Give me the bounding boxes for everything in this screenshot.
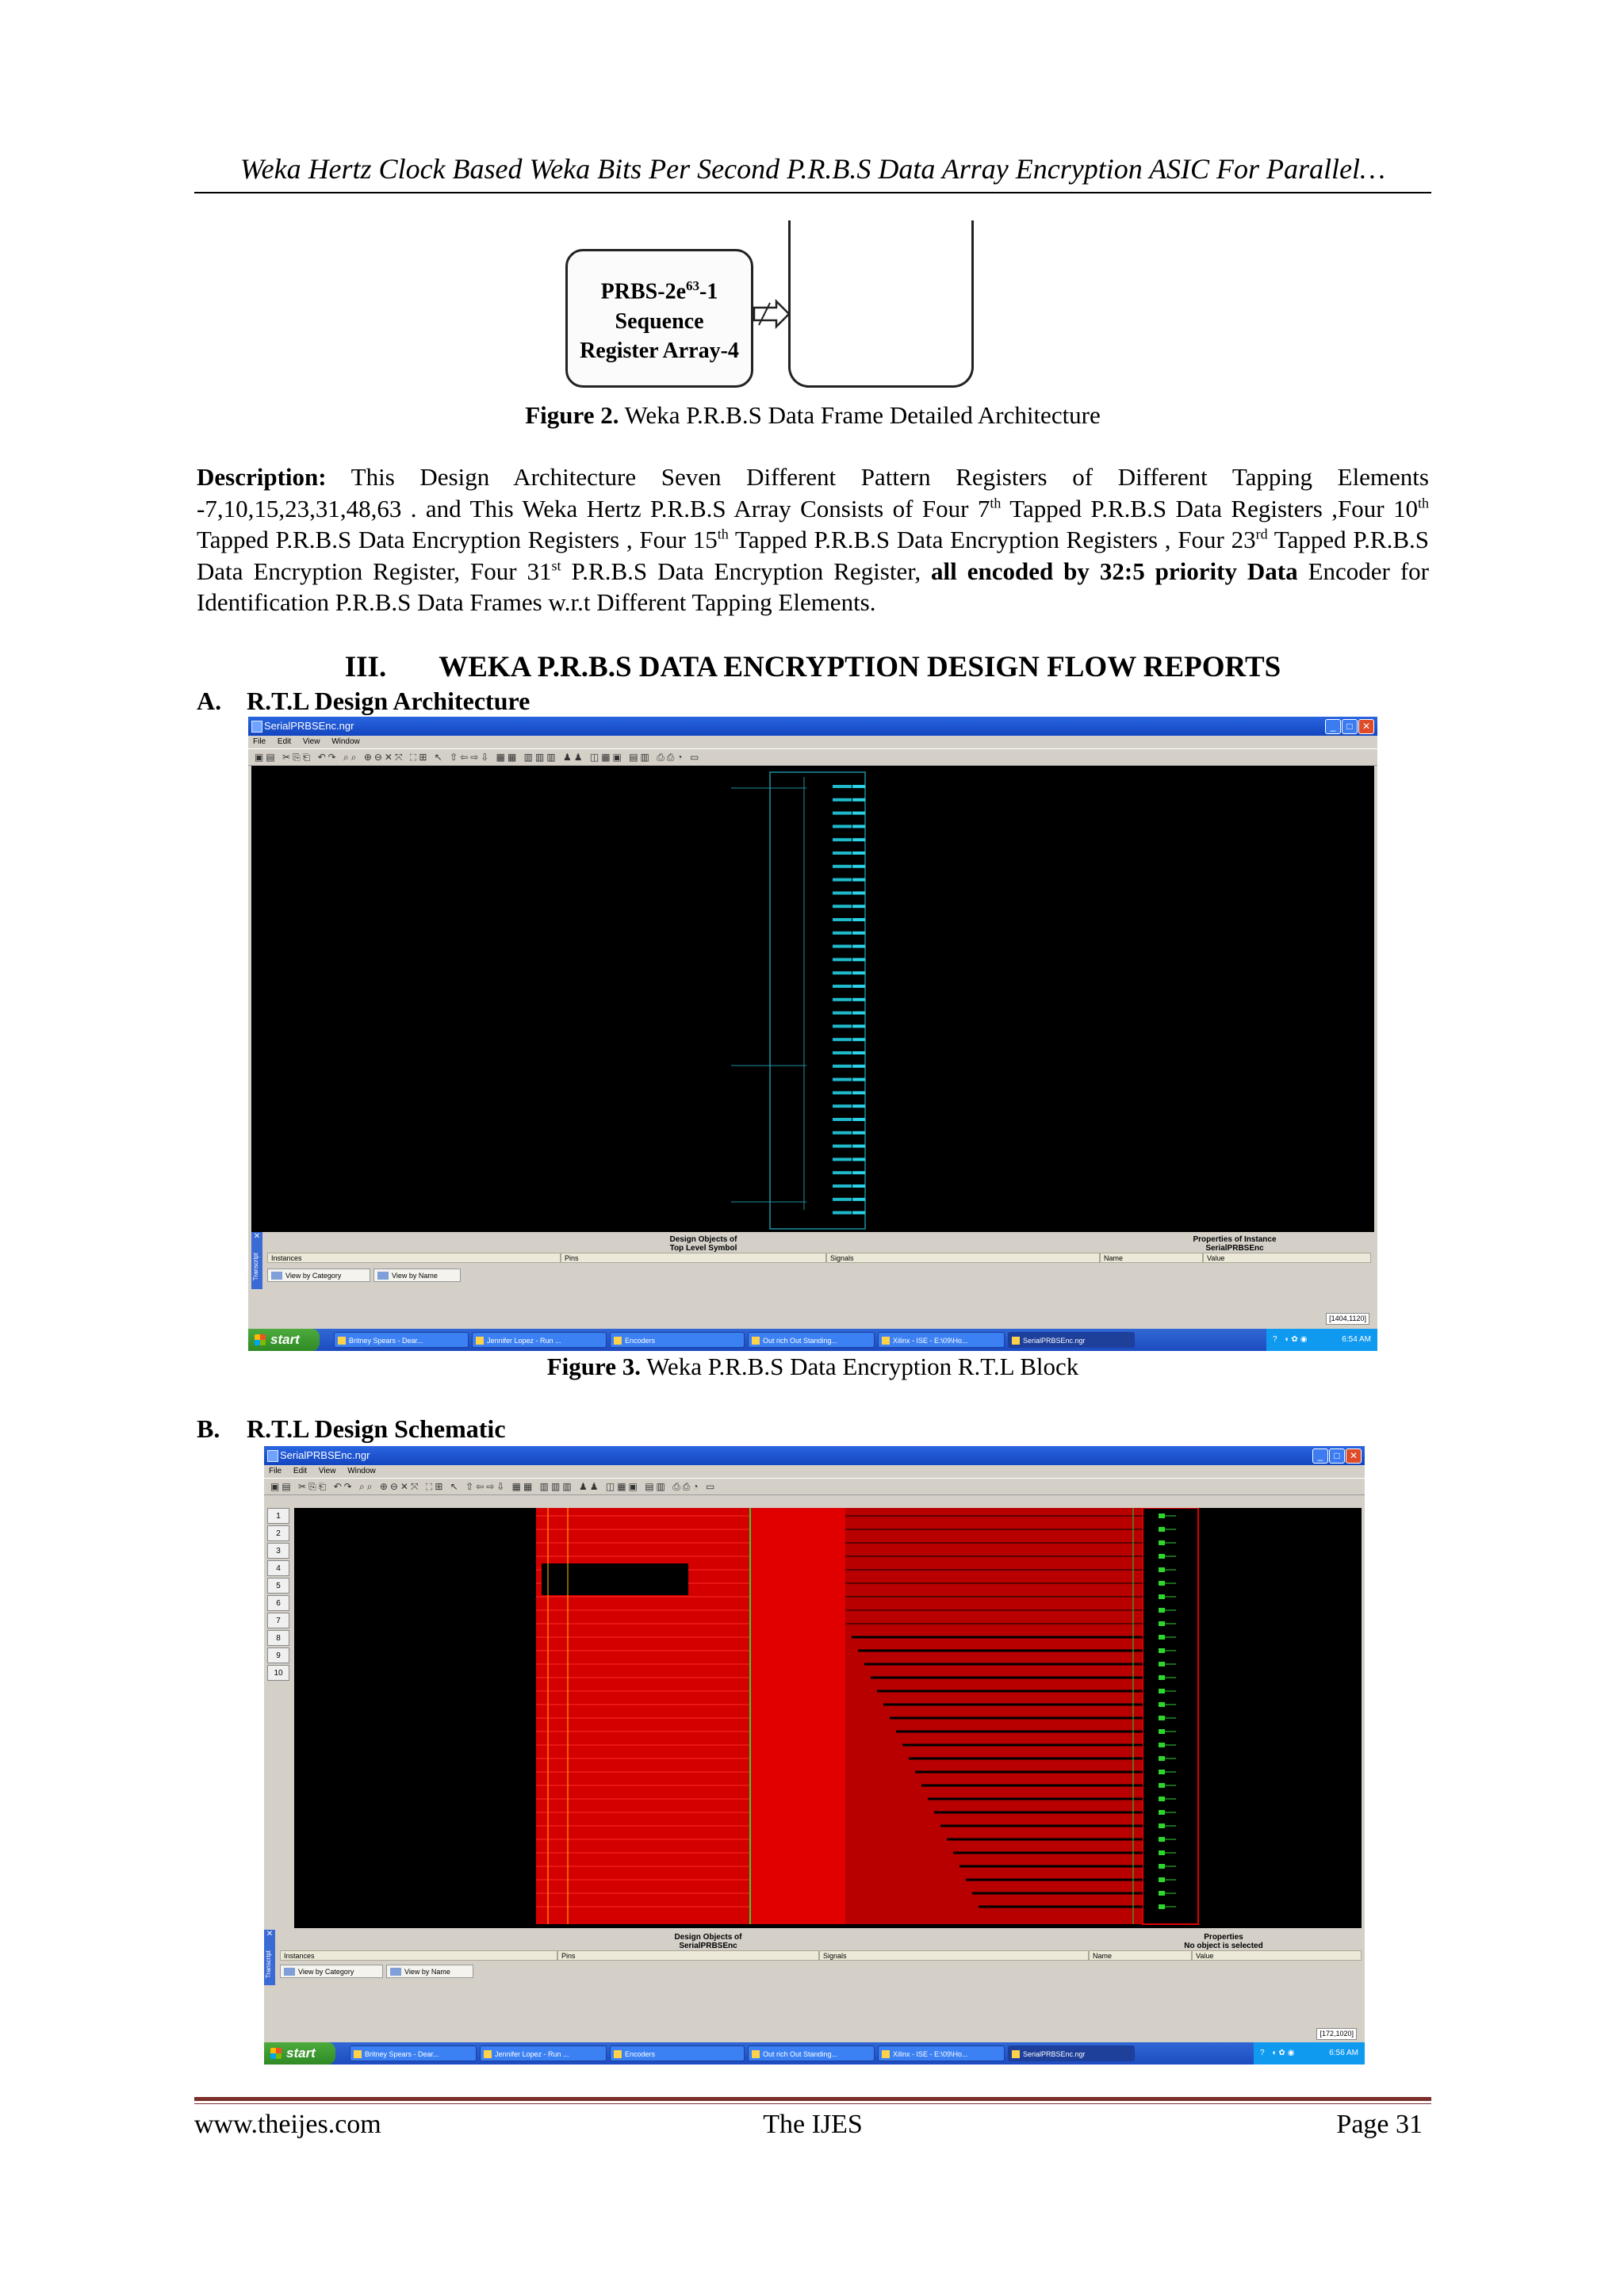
section-heading: III. WEKA P.R.B.S DATA ENCRYPTION DESIGN FLOW REPORTS — [344, 651, 1281, 683]
pin-stub — [852, 1118, 865, 1121]
rtl-block-symbol — [251, 766, 1374, 1232]
pin-stub — [852, 958, 865, 961]
menu-view[interactable]: View — [302, 737, 320, 746]
windows-logo-icon — [255, 1334, 266, 1345]
taskbar-item[interactable]: Britney Spears - Dear... — [334, 1332, 469, 1348]
close-button[interactable]: ✕ — [1358, 719, 1374, 734]
footer-website: www.theijes.com — [194, 2110, 381, 2139]
pin-stub — [852, 905, 865, 908]
tray-icons[interactable]: ? ◖✿◉ — [1273, 1335, 1310, 1344]
taskbar-item[interactable]: Jennifer Lopez - Run ... — [472, 1332, 607, 1348]
output-column — [1143, 1508, 1198, 1924]
block-line-2: Sequence — [615, 308, 704, 334]
schematic-canvas[interactable] — [251, 766, 1374, 1232]
output-port — [1159, 1567, 1165, 1572]
minimize-button[interactable]: _ — [1325, 719, 1341, 734]
taskbar — [248, 1329, 1377, 1351]
pin-label — [833, 812, 852, 815]
taskbar-item[interactable]: Out rich Out Standing... — [748, 2045, 875, 2061]
rtl-schematic-drawing — [294, 1508, 1362, 1928]
output-port — [1159, 1716, 1165, 1720]
app-icon — [251, 721, 262, 733]
output-port — [1159, 1891, 1165, 1896]
output-port — [1159, 1823, 1165, 1828]
close-panel-icon[interactable]: ✕ — [253, 1232, 261, 1241]
system-tray — [1266, 1329, 1377, 1351]
pin-label — [833, 1091, 852, 1094]
start-button[interactable]: start — [264, 2042, 335, 2064]
name-list-icon — [390, 1968, 401, 1976]
pin-stub — [852, 1051, 865, 1054]
minimize-button[interactable]: _ — [1312, 1448, 1328, 1464]
pin-label — [833, 851, 852, 855]
menu-view[interactable]: View — [318, 1467, 336, 1475]
pin-label — [833, 878, 852, 882]
view-by-name-tab[interactable]: View by Name — [373, 1269, 461, 1282]
pin-label — [833, 985, 852, 988]
pin-label — [833, 1038, 852, 1041]
cursor-coordinates: [172,1020] — [1316, 2028, 1357, 2040]
output-port — [1159, 1904, 1165, 1909]
output-port — [1159, 1675, 1165, 1680]
app-icon — [267, 1450, 278, 1462]
output-port — [1159, 1702, 1165, 1707]
pin-label — [833, 1012, 852, 1015]
name-column[interactable]: Name — [1089, 1950, 1192, 1961]
pin-stub — [852, 971, 865, 974]
running-header: Weka Hertz Clock Based Weka Bits Per Second P.R.B.S Data Array Encryption ASIC For Parallel… — [239, 153, 1386, 185]
window-title: SerialPRBSEnc.ngr — [264, 720, 354, 732]
subsection-a-heading: A. R.T.L Design Architecture — [197, 687, 530, 715]
taskbar-item-active[interactable]: SerialPRBSEnc.ngr — [1008, 2045, 1135, 2061]
window-title: SerialPRBSEnc.ngr — [280, 1449, 370, 1461]
output-port — [1159, 1850, 1165, 1855]
category-icon — [271, 1272, 282, 1280]
toolbar[interactable]: ▣▤ ✂⎘⎗ ↶↷ ⌕⌕ ⊕⊖✕⤧ ⛶⊞ ↖ ⇧⇦⇨⇩ ▦▦ ▥▥▥ ♟♟ ◫▦▣ ▤▥ ⎙⎙◔ ▭ — [264, 1478, 1365, 1495]
taskbar-item[interactable]: Britney Spears - Dear... — [350, 2045, 477, 2061]
properties-title: Properties No object is selected — [1184, 1933, 1263, 1950]
page-row-number[interactable]: 8 — [267, 1630, 289, 1646]
footer-journal: The IJES — [763, 2110, 863, 2139]
schematic-canvas[interactable] — [294, 1508, 1362, 1928]
pin-label — [833, 825, 852, 828]
footer-rule — [194, 2097, 1431, 2101]
value-column[interactable]: Value — [1203, 1253, 1371, 1263]
document-icon — [752, 2050, 760, 2058]
output-port — [1159, 1689, 1165, 1693]
schematic-icon — [1012, 1337, 1020, 1345]
header-rule — [194, 192, 1431, 193]
menu-file[interactable]: File — [269, 1467, 282, 1475]
pin-stub — [852, 918, 865, 921]
maximize-button[interactable]: □ — [1342, 719, 1358, 734]
output-port — [1159, 1581, 1165, 1586]
taskbar-item[interactable]: Jennifer Lopez - Run ... — [480, 2045, 607, 2061]
pin-stub — [852, 1211, 865, 1215]
pin-label — [833, 971, 852, 974]
rtl-architecture-screenshot — [248, 717, 1377, 1351]
page-row-number[interactable]: 4 — [267, 1560, 289, 1576]
clock: 6:54 AM — [1342, 1335, 1371, 1344]
view-by-name-tab[interactable]: View by Name — [386, 1965, 473, 1978]
pin-stub — [852, 1078, 865, 1081]
taskbar-item-active[interactable]: SerialPRBSEnc.ngr — [1008, 1332, 1135, 1348]
folder-icon — [614, 2050, 622, 2058]
category-icon — [284, 1968, 295, 1976]
menu-file[interactable]: File — [253, 737, 266, 746]
taskbar — [264, 2042, 1365, 2064]
pin-label — [833, 905, 852, 908]
block-line-1: PRBS-$2e^{63}-1$ — [600, 278, 718, 304]
pin-stub — [852, 1158, 865, 1161]
properties-title: Properties of Instance SerialPRBSEnc — [1193, 1235, 1277, 1253]
logic-block-right — [845, 1508, 1143, 1924]
output-port — [1159, 1837, 1165, 1842]
view-by-category-tab[interactable]: View by Category — [267, 1269, 370, 1282]
output-port — [1159, 1877, 1165, 1882]
pin-stub — [852, 1024, 865, 1027]
menu-edit[interactable]: Edit — [293, 1467, 308, 1475]
transcript-tab[interactable]: ✕ Transcript — [264, 1930, 275, 1985]
pin-label — [833, 1171, 852, 1174]
pin-label — [833, 1158, 852, 1161]
pin-label — [833, 1104, 852, 1108]
pin-label — [833, 838, 852, 841]
output-port — [1159, 1513, 1165, 1518]
signals-column[interactable]: Signals — [826, 1253, 1100, 1263]
pin-label — [833, 1065, 852, 1068]
subsection-b-heading: B. R.T.L Design Schematic — [197, 1414, 506, 1443]
view-by-category-tab[interactable]: View by Category — [280, 1965, 383, 1978]
pin-stub — [852, 945, 865, 948]
pin-stub — [852, 1171, 865, 1174]
block-line-3: Register Array-4 — [580, 338, 739, 363]
page-row-number[interactable]: 6 — [267, 1595, 289, 1611]
pin-label — [833, 798, 852, 802]
bus-arrow-icon — [753, 298, 791, 330]
toolbar[interactable]: ▣▤ ✂⎘⎗ ↶↷ ⌕⌕ ⊕⊖✕⤧ ⛶⊞ ↖ ⇧⇦⇨⇩ ▦▦ ▥▥▥ ♟♟ ◫▦▣ ▤▥ ⎙⎙◔ ▭ — [248, 748, 1377, 766]
output-port — [1159, 1621, 1165, 1626]
output-port — [1159, 1797, 1165, 1801]
output-port — [1159, 1540, 1165, 1545]
page-row-number[interactable]: 3 — [267, 1543, 289, 1559]
pin-stub — [852, 1145, 865, 1148]
figure2-caption: Figure 2. Weka P.R.B.S Data Frame Detailed Architecture — [525, 401, 1101, 429]
pin-label — [833, 1211, 852, 1215]
output-pins — [833, 785, 865, 1215]
cursor-coordinates: [1404,1120] — [1326, 1313, 1369, 1325]
pin-label — [833, 918, 852, 921]
pin-stub — [852, 1091, 865, 1094]
design-objects-title: Design Objects of Top Level Symbol — [669, 1235, 737, 1253]
logic-block-middle — [750, 1508, 845, 1924]
pin-stub — [852, 932, 865, 935]
pin-stub — [852, 785, 865, 788]
transcript-tab[interactable]: ✕ Transcript — [251, 1232, 262, 1289]
maximize-button[interactable]: □ — [1329, 1448, 1345, 1464]
close-button[interactable]: ✕ — [1346, 1448, 1362, 1464]
pin-label — [833, 945, 852, 948]
output-port — [1159, 1810, 1165, 1815]
pin-stub — [852, 1184, 865, 1188]
pin-stub — [852, 838, 865, 841]
bottom-panel — [251, 1232, 1374, 1289]
output-port — [1159, 1743, 1165, 1747]
pin-stub — [852, 985, 865, 988]
output-port — [1159, 1783, 1165, 1788]
pin-label — [833, 1078, 852, 1081]
xilinx-icon — [882, 2050, 890, 2058]
output-port — [1159, 1554, 1165, 1559]
close-panel-icon[interactable]: ✕ — [266, 1930, 274, 1938]
pin-label — [833, 1024, 852, 1027]
window-titlebar — [248, 717, 1377, 736]
pin-stub — [852, 798, 865, 802]
name-column[interactable]: Name — [1100, 1253, 1203, 1263]
pin-stub — [852, 851, 865, 855]
target-block — [788, 220, 974, 388]
clock: 6:56 AM — [1329, 2049, 1358, 2057]
pin-label — [833, 998, 852, 1001]
taskbar-item[interactable]: Xilinx - ISE - E:\09\Ho... — [878, 1332, 1005, 1348]
output-port — [1159, 1635, 1165, 1640]
document-icon — [752, 1337, 760, 1345]
pin-stub — [852, 1198, 865, 1201]
tray-icons[interactable]: ? ◖✿◉ — [1260, 2049, 1297, 2057]
pin-stub — [852, 865, 865, 868]
output-port — [1159, 1756, 1165, 1761]
start-button[interactable]: start — [248, 1329, 320, 1351]
pin-label — [833, 865, 852, 868]
footer-rule-thin — [194, 2103, 1431, 2104]
menu-window[interactable]: Window — [347, 1467, 376, 1475]
value-column[interactable]: Value — [1192, 1950, 1362, 1961]
media-icon — [484, 2050, 492, 2058]
window-titlebar — [264, 1446, 1365, 1465]
output-port — [1159, 1729, 1165, 1734]
media-icon — [338, 1337, 346, 1345]
system-tray — [1254, 2042, 1365, 2064]
pin-stub — [852, 998, 865, 1001]
output-port — [1159, 1662, 1165, 1667]
rtl-schematic-screenshot — [264, 1446, 1365, 2064]
windows-logo-icon — [270, 2048, 282, 2059]
pins-column[interactable]: Pins — [561, 1253, 826, 1263]
description-paragraph: Description: This Design Architecture Seven Different Pattern Registers of Different Tapping Elements -7,10,15,23,31,48,63 . and This Weka Hertz P.R.B.S Array Consists of Four 7th Tapped P.R.B.S Data Registers ,Four 10th Tapped P.R.B.S Data Encryption Registers , Four 15th Tapped P.R.B.S Data Encryption Registers , Four 23rd Tapped P.R.B.S Data Encryption Register, Four 31st P.R.B.S Data Encryption Register, all encoded by 32:5 priority Data Encoder for Identification P.R.B.S Data Frames w.r.t Different Tapping Elements. — [197, 463, 1430, 616]
figure3-caption: Figure 3. Weka P.R.B.S Data Encryption R.T.L Block — [546, 1353, 1079, 1380]
prbs-register-block — [565, 249, 753, 388]
output-port — [1159, 1608, 1165, 1613]
pin-label — [833, 1051, 852, 1054]
pin-stub — [852, 812, 865, 815]
pin-stub — [852, 1012, 865, 1015]
pin-label — [833, 958, 852, 961]
folder-icon — [614, 1337, 622, 1345]
taskbar-item[interactable]: Xilinx - ISE - E:\09\Ho... — [878, 2045, 1005, 2061]
instances-column[interactable]: Instances — [280, 1950, 557, 1961]
pin-stub — [852, 878, 865, 882]
menu-bar — [264, 1465, 1365, 1478]
pin-stub — [852, 1104, 865, 1108]
pin-stub — [852, 891, 865, 894]
pin-label — [833, 891, 852, 894]
menu-edit[interactable]: Edit — [277, 737, 292, 746]
output-port — [1159, 1864, 1165, 1869]
pin-label — [833, 785, 852, 788]
page-row-number[interactable]: 5 — [267, 1578, 289, 1594]
pin-stub — [852, 1065, 865, 1068]
pin-label — [833, 1118, 852, 1121]
page-row-number[interactable]: 1 — [267, 1508, 289, 1524]
menu-bar — [248, 736, 1377, 748]
menu-window[interactable]: Window — [331, 737, 360, 746]
page-row-number[interactable]: 2 — [267, 1525, 289, 1541]
instances-column[interactable]: Instances — [267, 1253, 561, 1263]
design-objects-title: Design Objects of SerialPRBSEnc — [674, 1933, 742, 1950]
footer-page-number: Page 31 — [1336, 2110, 1423, 2139]
page-row-number[interactable]: 10 — [267, 1665, 289, 1681]
output-port — [1159, 1648, 1165, 1653]
schematic-icon — [1012, 2050, 1020, 2058]
pin-label — [833, 932, 852, 935]
signals-column[interactable]: Signals — [819, 1950, 1089, 1961]
taskbar-item[interactable]: Out rich Out Standing... — [748, 1332, 875, 1348]
page-row-number[interactable]: 9 — [267, 1647, 289, 1663]
xilinx-icon — [882, 1337, 890, 1345]
bottom-panel — [264, 1930, 1365, 2003]
output-port — [1159, 1527, 1165, 1532]
pin-label — [833, 1131, 852, 1135]
pins-column[interactable]: Pins — [557, 1950, 819, 1961]
page-row-number[interactable]: 7 — [267, 1613, 289, 1628]
name-list-icon — [377, 1272, 389, 1280]
taskbar-item[interactable]: Encoders — [610, 2045, 745, 2061]
taskbar-item[interactable]: Encoders — [610, 1332, 745, 1348]
output-port — [1159, 1770, 1165, 1774]
pin-stub — [852, 825, 865, 828]
pin-label — [833, 1198, 852, 1201]
pin-stub — [852, 1038, 865, 1041]
output-port — [1159, 1594, 1165, 1599]
pin-label — [833, 1184, 852, 1188]
empty-region — [542, 1563, 688, 1595]
media-icon — [476, 1337, 484, 1345]
pin-label — [833, 1145, 852, 1148]
media-icon — [354, 2050, 362, 2058]
pin-stub — [852, 1131, 865, 1135]
